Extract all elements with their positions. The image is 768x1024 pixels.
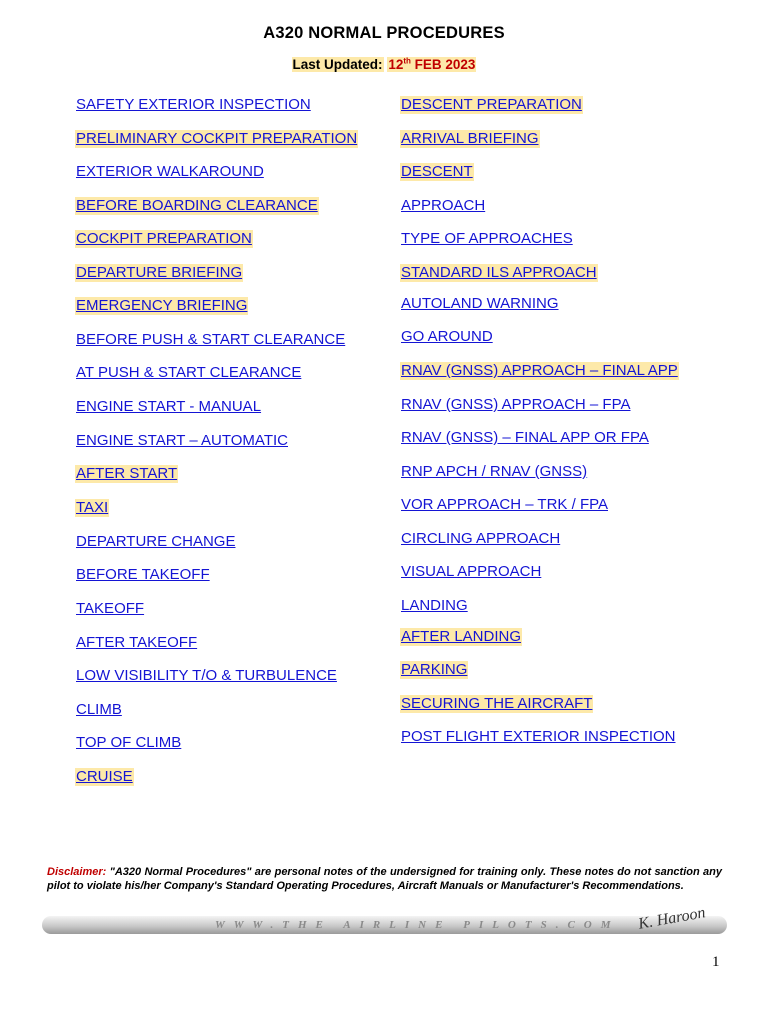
procedure-link[interactable]: ENGINE START – AUTOMATIC: [76, 432, 288, 449]
last-updated-day: 12: [388, 56, 404, 72]
last-updated-rest: FEB 2023: [410, 56, 476, 72]
procedure-link[interactable]: STANDARD ILS APPROACH: [401, 264, 597, 281]
procedure-link[interactable]: VISUAL APPROACH: [401, 563, 542, 580]
procedure-link[interactable]: LANDING: [401, 597, 468, 614]
procedure-link[interactable]: SAFETY EXTERIOR INSPECTION: [76, 96, 311, 113]
procedure-link[interactable]: LOW VISIBILITY T/O & TURBULENCE: [76, 667, 337, 684]
procedure-link[interactable]: AUTOLAND WARNING: [401, 295, 559, 312]
procedure-link[interactable]: RNAV (GNSS) – FINAL APP OR FPA: [401, 429, 649, 446]
disclaimer-label: Disclaimer:: [47, 866, 107, 878]
procedure-link[interactable]: VOR APPROACH – TRK / FPA: [401, 496, 608, 513]
procedure-link[interactable]: EXTERIOR WALKAROUND: [76, 163, 264, 180]
procedure-link[interactable]: DESCENT PREPARATION: [401, 96, 582, 113]
procedure-link[interactable]: DEPARTURE BRIEFING: [76, 264, 243, 281]
procedure-link[interactable]: RNAV (GNSS) APPROACH – FPA: [401, 396, 631, 413]
disclaimer-text: "A320 Normal Procedures" are personal notes of the undersigned for training only. These notes do not sanction any pilot to violate his/her Company's Standard Operating Procedures, Aircraft Manuals or Manufacturer's Recommendations.: [47, 866, 722, 892]
procedure-link[interactable]: TYPE OF APPROACHES: [401, 230, 573, 247]
procedure-link[interactable]: BEFORE PUSH & START CLEARANCE: [76, 331, 346, 348]
last-updated-date: [387, 57, 476, 72]
procedure-link[interactable]: BEFORE BOARDING CLEARANCE: [76, 197, 318, 214]
signature: K. Haroon: [636, 904, 707, 933]
procedure-link[interactable]: ENGINE START - MANUAL: [76, 398, 262, 415]
procedure-link[interactable]: POST FLIGHT EXTERIOR INSPECTION: [401, 728, 676, 745]
procedure-link[interactable]: EMERGENCY BRIEFING: [76, 297, 248, 314]
procedure-link[interactable]: PARKING: [401, 661, 468, 678]
last-updated-day-suffix: th: [403, 56, 411, 65]
procedure-link[interactable]: AFTER LANDING: [401, 628, 522, 645]
last-updated-line: [0, 56, 768, 72]
procedure-link[interactable]: TAXI: [76, 499, 109, 516]
procedure-link[interactable]: AFTER START: [76, 465, 178, 482]
procedure-link[interactable]: APPROACH: [401, 197, 486, 214]
page-number: 1: [712, 954, 720, 970]
footer-website: WWW.THE AIRLINE PILOTS.COM: [215, 919, 620, 931]
procedure-link[interactable]: CLIMB: [76, 701, 122, 718]
disclaimer: [47, 866, 722, 893]
procedure-link[interactable]: COCKPIT PREPARATION: [76, 230, 252, 247]
procedure-link[interactable]: GO AROUND: [401, 328, 493, 345]
procedure-link[interactable]: PRELIMINARY COCKPIT PREPARATION: [76, 130, 358, 147]
procedure-link[interactable]: DEPARTURE CHANGE: [76, 533, 236, 550]
last-updated-label: Last Updated:: [292, 56, 383, 72]
procedure-link[interactable]: TOP OF CLIMB: [76, 734, 182, 751]
procedure-link[interactable]: AT PUSH & START CLEARANCE: [76, 364, 302, 381]
procedure-link[interactable]: CIRCLING APPROACH: [401, 530, 561, 547]
procedure-link[interactable]: AFTER TAKEOFF: [76, 634, 198, 651]
procedure-link[interactable]: RNAV (GNSS) APPROACH – FINAL APP: [401, 362, 678, 379]
procedure-link[interactable]: ARRIVAL BRIEFING: [401, 130, 539, 147]
procedure-link[interactable]: RNP APCH / RNAV (GNSS): [401, 463, 588, 480]
page-title: A320 NORMAL PROCEDURES: [263, 24, 505, 42]
procedure-link[interactable]: SECURING THE AIRCRAFT: [401, 695, 593, 712]
procedure-link[interactable]: DESCENT: [401, 163, 473, 180]
procedure-link[interactable]: CRUISE: [76, 768, 133, 785]
procedure-link[interactable]: TAKEOFF: [76, 600, 145, 617]
procedure-link[interactable]: BEFORE TAKEOFF: [76, 566, 210, 583]
